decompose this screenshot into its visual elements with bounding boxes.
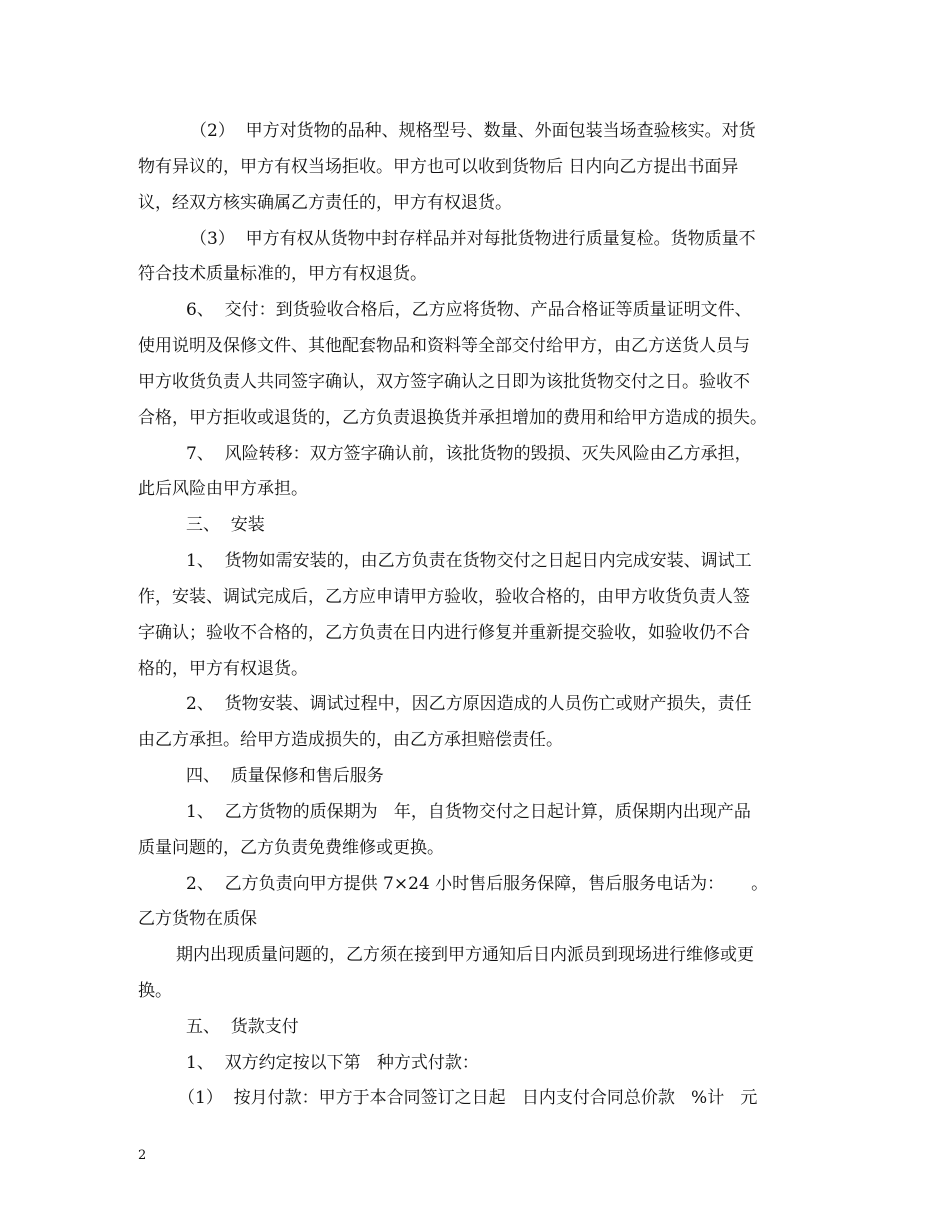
text-line: 由乙方承担。给甲方造成损失的，由乙方承担赔偿责任。 bbox=[138, 730, 563, 750]
text-line: 1、 乙方货物的质保期为 年，自货物交付之日起计算，质保期内出现产品 bbox=[186, 802, 751, 822]
text-line: 作，安装、调试完成后，乙方应申请甲方验收，验收合格的，由甲方收货负责人签 bbox=[138, 587, 750, 607]
text-line: 质量问题的，乙方负责免费维修或更换。 bbox=[138, 838, 444, 858]
text-line: 合格，甲方拒收或退货的，乙方负责退换货并承担增加的费用和给甲方造成的损失。 bbox=[138, 408, 767, 428]
text-line: 期内出现质量问题的，乙方须在接到甲方通知后日内派员到现场进行维修或更 bbox=[176, 945, 754, 965]
text-line: 格的，甲方有权退货。 bbox=[138, 659, 308, 679]
text-line: 甲方收货负责人共同签字确认，双方签字确认之日即为该批货物交付之日。验收不 bbox=[138, 372, 750, 392]
text-line: （2） 甲方对货物的品种、规格型号、数量、外面包装当场查验核实。对货 bbox=[190, 121, 756, 141]
section-heading: 五、 货款支付 bbox=[186, 1017, 299, 1037]
page-number: 2 bbox=[138, 1148, 147, 1163]
text-line: 物有异议的，甲方有权当场拒收。甲方也可以收到货物后 日内向乙方提出书面异 bbox=[138, 157, 739, 177]
text-line: （1） 按月付款：甲方于本合同签订之日起 日内支付合同总价款 %计 元 bbox=[178, 1088, 758, 1108]
text-line: 符合技术质量标准的，甲方有权退货。 bbox=[138, 264, 427, 284]
text-line: 1、 双方约定按以下第 种方式付款： bbox=[186, 1053, 479, 1073]
text-line: 换。 bbox=[138, 981, 172, 1001]
text-line: 乙方货物在质保 bbox=[138, 909, 257, 929]
text-line: （3） 甲方有权从货物中封存样品并对每批货物进行质量复检。货物质量不 bbox=[190, 229, 756, 249]
text-line: 此后风险由甲方承担。 bbox=[138, 479, 308, 499]
section-heading: 四、 质量保修和售后服务 bbox=[186, 766, 384, 786]
text-line: 2、 货物安装、调试过程中，因乙方原因造成的人员伤亡或财产损失，责任 bbox=[186, 694, 752, 714]
text-line: 6、 交付：到货验收合格后，乙方应将货物、产品合格证等质量证明文件、 bbox=[186, 300, 752, 320]
text-line: 使用说明及保修文件、其他配套物品和资料等全部交付给甲方，由乙方送货人员与 bbox=[138, 336, 750, 356]
text-line: 议，经双方核实确属乙方责任的，甲方有权退货。 bbox=[138, 193, 512, 213]
text-line: 2、 乙方负责向甲方提供 7×24 小时售后服务保障，售后服务电话为： 。 bbox=[186, 874, 769, 894]
text-line: 1、 货物如需安装的，由乙方负责在货物交付之日起日内完成安装、调试工 bbox=[186, 551, 752, 571]
text-line: 7、 风险转移：双方签字确认前，该批货物的毁损、灭失风险由乙方承担， bbox=[186, 444, 752, 464]
section-heading: 三、 安装 bbox=[186, 515, 265, 535]
text-line: 字确认；验收不合格的，乙方负责在日内进行修复并重新提交验收，如验收仍不合 bbox=[138, 623, 750, 643]
